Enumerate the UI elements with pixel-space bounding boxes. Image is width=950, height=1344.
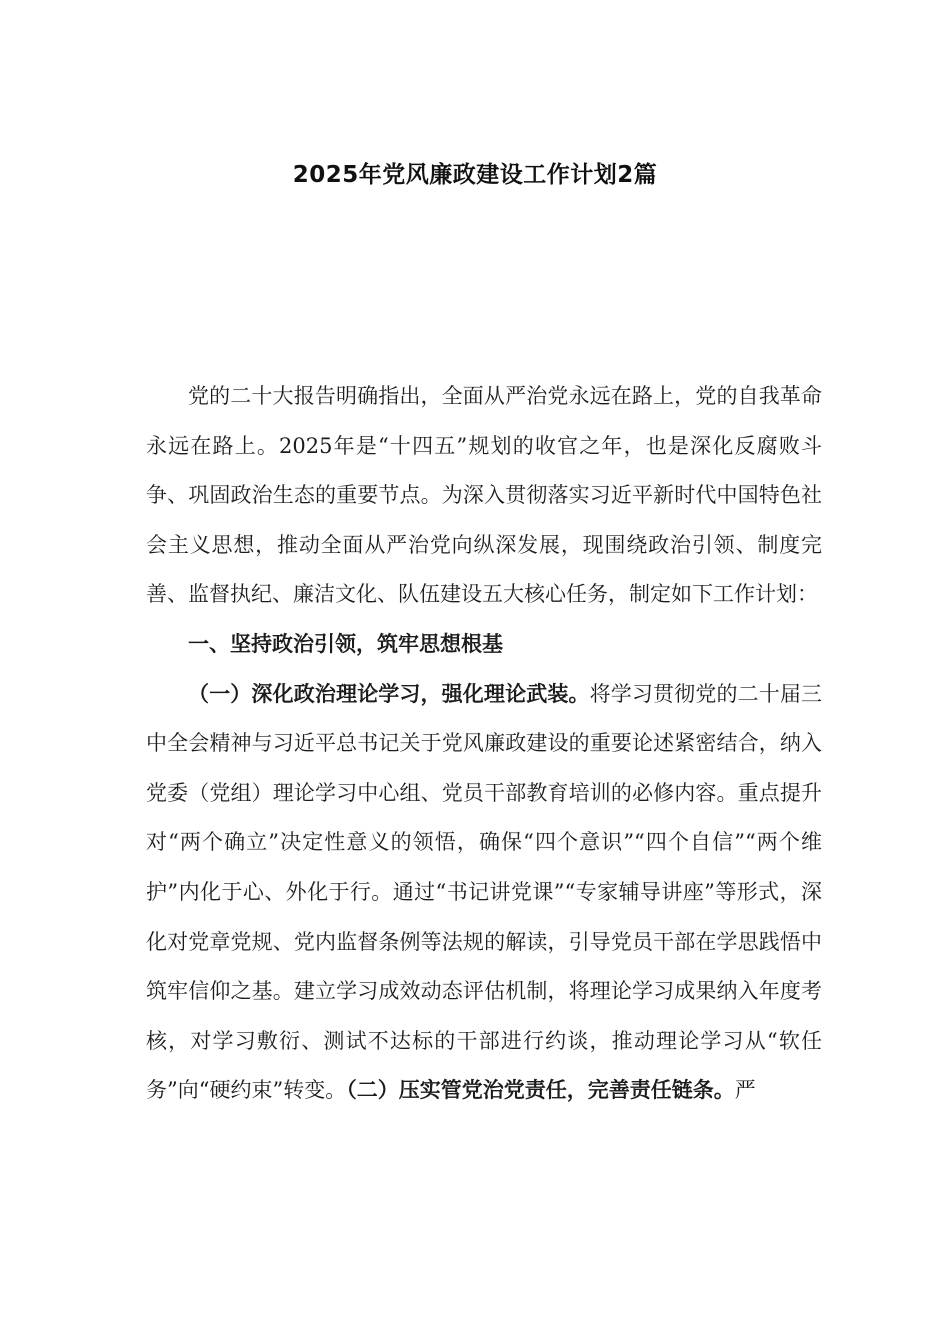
document-title: 2025年党风廉政建设工作计划2篇 bbox=[292, 162, 658, 188]
subsection-title: （一）深化政治理论学习，强化理论武装。 bbox=[188, 681, 590, 706]
intro-paragraph: 党的二十大报告明确指出，全面从严治党永远在路上，党的自我革命永远在路上。2025年是“十四五”规划的收官之年，也是深化反腐败斗争、巩固政治生态的重要节点。为深入贯彻落实习近平新时代中国特色社会主义思想，推动全面从严治党向纵深发展，现围绕政治引领、制度完善、监督执纪、廉洁文化、队伍建设五大核心任务，制定如下工作计划： bbox=[146, 384, 822, 607]
section-heading: 一、坚持政治引领，筑牢思想根基 bbox=[188, 631, 503, 656]
subsection-title: （二）压实管党治党责任，完善责任链条。 bbox=[346, 1078, 735, 1103]
subsection-paragraph bbox=[146, 670, 822, 1116]
subsection-body: 严 bbox=[734, 1078, 756, 1103]
document-body bbox=[146, 372, 822, 1116]
subsection-body: 将学习贯彻党的二十届三中全会精神与习近平总书记关于党风廉政建设的重要论述紧密结合，纳入党委（党组）理论学习中心组、党员干部教育培训的必修内容。重点提升对“两个确立”决定性意义的领悟，确保“四个意识”“四个自信”“两个维护”内化于心、外化于行。通过“书记讲党课”“专家辅导讲座”等形式，深化对党章党规、党内监督条例等法规的解读，引导党员干部在学思践悟中筑牢信仰之基。建立学习成效动态评估机制，将理论学习成果纳入年度考核，对学习敷衍、测试不达标的干部进行约谈，推动理论学习从“软任务”向“硬约束”转变。 bbox=[146, 681, 823, 1103]
